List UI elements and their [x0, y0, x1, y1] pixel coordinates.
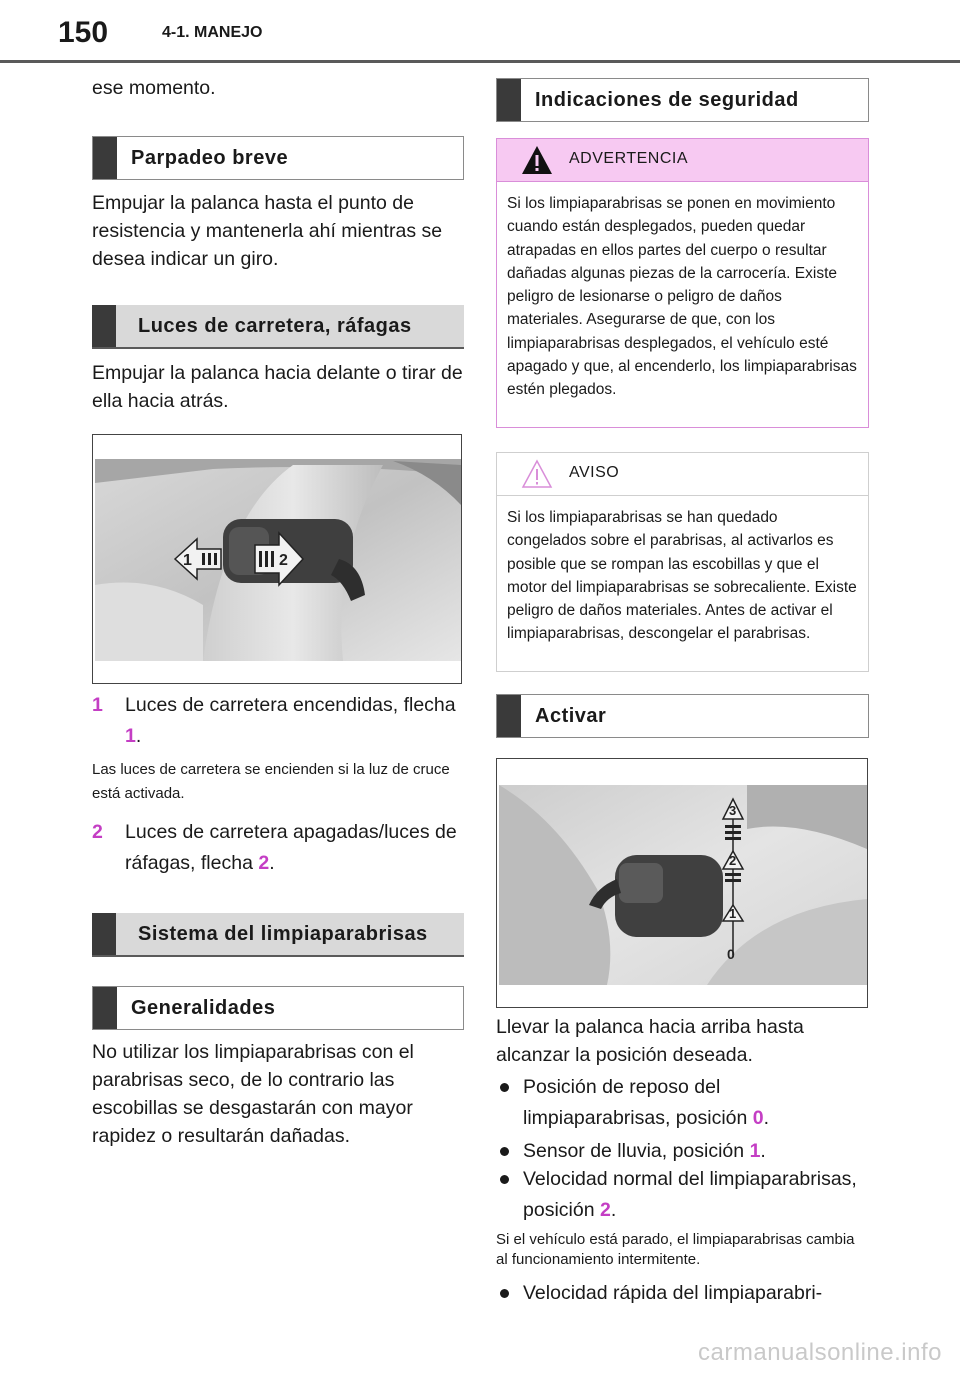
figure-lever-headlights [92, 434, 462, 684]
heading-parpadeo-breve [92, 136, 464, 180]
heading-indicaciones-seguridad [496, 78, 869, 122]
bullet-text: Sensor de lluvia, posición 1. [523, 1140, 766, 1162]
item-number: 1 [92, 694, 103, 716]
heading-sistema-limpiaparabrisas [92, 913, 464, 957]
warning-header [497, 139, 868, 182]
item-number: 2 [92, 821, 103, 843]
watermark: carmanualsonline.info [698, 1339, 942, 1366]
arrow-label-2: 2 [279, 552, 288, 569]
bullet-text: Velocidad normal del limpiaparabrisas, posición 2. [523, 1168, 857, 1221]
notice-triangle-icon [521, 459, 553, 489]
position-label-2: 2 [729, 853, 737, 868]
warning-triangle-icon [521, 145, 553, 175]
heading-luces-carretera [92, 305, 464, 349]
position-label-3: 3 [729, 803, 737, 818]
intro-text: ese momento. [92, 77, 216, 99]
heading-generalidades [92, 986, 464, 1030]
paragraph-activar: Llevar la palanca hacia arriba hasta alcanzar la posición deseada. [496, 1016, 804, 1066]
chapter-title: 4-1. MANEJO [162, 24, 263, 41]
notice-box [496, 452, 869, 672]
list-item-1 [92, 690, 464, 752]
heading-text: Sistema del limpiaparabrisas [138, 922, 428, 945]
position-label-0: 0 [727, 946, 735, 962]
bullet-sensor [496, 1136, 869, 1167]
item-ref: 2 [258, 852, 270, 874]
bullet-ref: 2 [599, 1199, 611, 1221]
warning-box [496, 138, 869, 428]
item-ref: 1 [125, 725, 136, 747]
item-text: Luces de carretera apagadas/luces de ráfagas, flecha 2. [125, 821, 457, 874]
bullet-reposo [496, 1072, 869, 1134]
notice-title: AVISO [569, 464, 620, 481]
lever-illustration [93, 435, 461, 683]
item-text: Luces de carretera encendidas, flecha 1. [125, 694, 456, 747]
heading-bar [497, 79, 521, 121]
heading-bar [93, 987, 117, 1029]
warning-title: ADVERTENCIA [569, 150, 689, 167]
heading-bar [92, 305, 116, 347]
note-high-beam: Las luces de carretera se encienden si la luz de cruce está activada. [92, 761, 450, 802]
heading-bar [92, 913, 116, 955]
figure-wiper-lever [496, 758, 868, 1008]
paragraph-generalidades: No utilizar los limpiaparabrisas con el parabrisas seco, de lo contrario las escobillas se desgastarán con mayor rapidez o resultarán dañadas. [92, 1041, 414, 1147]
warning-text: Si los limpiaparabrisas se ponen en movimiento cuando están desplegados, pueden quedar atrapadas en ellos partes del cuerpo o resultar dañadas algunas piezas de la carrocería. Existe peligro de lesionarse o peligro de daños materiales. Asegurarse de que, con los limpiaparabrisas desplegados, el vehículo esté apagado y que, al encenderlo, los limpiaparabrisas estén plegados. [507, 195, 857, 399]
heading-bar [497, 695, 521, 737]
notice-text: Si los limpiaparabrisas se han quedado congelados sobre el parabrisas, al activarlos es posible que se rompan las escobillas y que el motor del limpiaparabrisas se sobrecaliente. Existe peligro de daños materiales. Antes de activar el limpiaparabrisas, descongelar el parabrisas. [507, 509, 857, 643]
heading-activar [496, 694, 869, 738]
bullet-dot [500, 1083, 509, 1092]
wiper-lever-illustration [497, 759, 867, 1007]
bullet-dot [500, 1147, 509, 1156]
heading-text: Indicaciones de seguridad [535, 88, 799, 111]
heading-text: Generalidades [131, 996, 276, 1019]
note-intermitente: Si el vehículo está parado, el limpiaparabrisas cambia al funcionamiento intermitente. [496, 1231, 855, 1268]
bullet-ref: 0 [752, 1107, 764, 1129]
paragraph-parpadeo: Empujar la palanca hasta el punto de resistencia y mantenerla ahí mientras se desea indicar un giro. [92, 192, 443, 270]
list-item-2 [92, 817, 464, 879]
page-number: 150 [58, 16, 109, 49]
arrow-label-1: 1 [183, 552, 192, 569]
heading-bar [93, 137, 117, 179]
bullet-ref: 1 [749, 1140, 761, 1162]
paragraph-luces: Empujar la palanca hacia delante o tirar de ella hacia atrás. [92, 362, 463, 412]
heading-text: Luces de carretera, ráfagas [138, 314, 412, 337]
bullet-velocidad-rapida [496, 1278, 869, 1309]
bullet-velocidad-normal [496, 1164, 869, 1226]
header-divider [0, 60, 960, 63]
heading-text: Activar [535, 704, 607, 727]
position-label-1: 1 [729, 906, 737, 921]
bullet-dot [500, 1289, 509, 1298]
bullet-text: Posición de reposo del limpiaparabrisas, posición 0. [523, 1076, 770, 1129]
notice-header [497, 453, 868, 496]
bullet-dot [500, 1175, 509, 1184]
heading-text: Parpadeo breve [131, 146, 289, 169]
bullet-text: Velocidad rápida del limpiaparabri- [523, 1282, 823, 1304]
